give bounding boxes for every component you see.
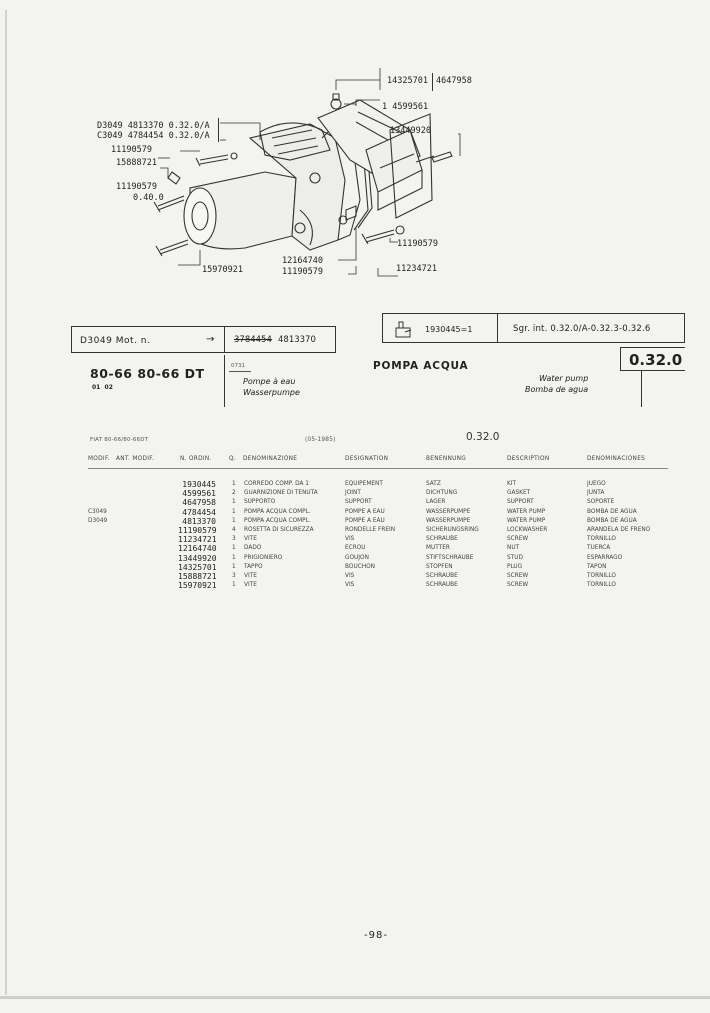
table-row (88, 536, 668, 545)
cell-es: BOMBA DE AGUA (587, 517, 637, 524)
cell-en: SUPPORT (507, 499, 534, 506)
cell-qty: 3 (232, 536, 236, 543)
cell-it: VITE (244, 582, 257, 589)
cell-qty: 1 (232, 582, 236, 589)
col-benennung: BENENNUNG (426, 456, 467, 462)
title-spanish: Bomba de agua (525, 385, 589, 394)
cell-es: TORNILLO (587, 536, 616, 543)
cell-num: 4813370 (182, 516, 216, 526)
model-codes: 01 02 (92, 384, 113, 391)
col-designation: DESIGNATION (345, 456, 389, 462)
new-number: 4813370 (278, 335, 316, 345)
sgr-ref: Sgr. int. 0.32.0/A-0.32.3-0.32.6 (513, 324, 651, 334)
cell-num: 4647958 (182, 498, 216, 508)
callout-screw-right: 11234721 (396, 264, 437, 274)
arrow-icon: → (206, 334, 215, 345)
callout-washer-left-qty: 0.40.0 (133, 193, 164, 203)
cell-en: LOCKWASHER (507, 527, 548, 533)
cell-it: POMPA ACQUA COMPL. (244, 508, 311, 515)
cell-fr: POMPE A EAU (345, 517, 385, 524)
table-row (88, 564, 668, 573)
cell-es: TORNILLO (587, 582, 616, 589)
col-modif: MODIF. (88, 456, 110, 462)
cell-it: GUARNIZIONE DI TENUTA (244, 490, 318, 497)
cell-de: WASSERPUMPE (426, 517, 471, 524)
cell-it: VITE (244, 573, 257, 579)
cell-es: SOPORTE (587, 499, 615, 506)
bottom-edge (0, 996, 710, 999)
cell-num: 13449920 (178, 553, 217, 563)
callout-nut: 12164740 (282, 256, 323, 266)
table-row (88, 518, 668, 527)
page-number: -98- (364, 930, 388, 941)
cell-qty: 2 (232, 490, 236, 497)
cell-it: CORREDO COMP. DA 1 (244, 481, 309, 487)
cell-es: BOMBA DE AGUA (587, 508, 637, 515)
cell-fr: JOINT (345, 490, 361, 497)
section-stub (641, 371, 642, 407)
callout-washer-right: 11190579 (397, 239, 438, 249)
col-denominazione: DENOMINAZIONE (243, 456, 298, 462)
cell-de: SCHRAUBE (426, 582, 458, 589)
col-description: DESCRIPTION (507, 456, 550, 462)
cell-de: LAGER (426, 499, 446, 506)
callout-bracket (432, 73, 433, 91)
table-row (88, 481, 668, 490)
cell-de: SCHRAUBE (426, 573, 458, 579)
code-small: 0731 (231, 363, 245, 369)
cell-it: PRIGIONIERO (244, 554, 283, 561)
cell-modif: D3049 (88, 517, 108, 524)
callout-ref-bracket (218, 118, 219, 142)
cell-en: WATER PUMP (507, 517, 546, 524)
callout-washer-top: 11190579 (111, 145, 152, 155)
cell-de: SICHERUNGSRING (426, 527, 479, 533)
water-pump-drawing (60, 60, 500, 290)
cell-it: SUPPORTO (244, 499, 276, 506)
subheader-section: 0.32.0 (466, 431, 500, 443)
kit-number: 1930445=1 (425, 325, 473, 334)
table-row (88, 490, 668, 499)
cell-de: DICHTUNG (426, 490, 458, 497)
title-english: Water pump (539, 374, 589, 383)
subheader-left: FIAT 80-66/80-66DT (90, 437, 149, 443)
col-qty: Q. (229, 456, 237, 462)
callout-stud: 13449920 (390, 126, 431, 136)
callout-ref-c3049: C3049 4784454 0.32.0/A (97, 131, 210, 141)
table-row (88, 527, 668, 536)
cell-fr: VIS (345, 582, 355, 589)
old-number: 3784454 (234, 335, 272, 345)
callout-plug: 14325701 (387, 76, 428, 86)
table-row (88, 573, 668, 582)
callout-support: 4647958 (436, 76, 472, 86)
table-row (88, 499, 668, 508)
kit-box (382, 313, 685, 343)
cell-num: 1930445 (182, 480, 216, 489)
cell-num: 14325701 (178, 562, 217, 572)
cell-num: 15970921 (178, 581, 217, 591)
cell-en: PLUG (507, 563, 523, 570)
cell-fr: ECROU (345, 545, 366, 552)
binding-margin-line (5, 10, 7, 995)
column-header-rule (88, 468, 668, 469)
cell-qty: 1 (232, 554, 236, 561)
cell-qty: 1 (232, 508, 236, 515)
callout-gasket: 1 4599561 (382, 102, 429, 112)
cell-en: NUT (507, 545, 520, 552)
cell-qty: 4 (232, 527, 236, 533)
cell-es: ESPARRAGO (587, 554, 623, 561)
table-row (88, 509, 668, 518)
cell-num: 15888721 (178, 572, 217, 581)
exploded-diagram (60, 60, 500, 290)
cell-qty: 3 (232, 573, 236, 579)
model-label: 80-66 80-66 DT (90, 366, 205, 381)
table-row (88, 582, 668, 591)
cell-fr: VIS (345, 573, 355, 579)
cell-en: WATER PUMP (507, 508, 546, 515)
cell-en: SCREW (507, 582, 529, 589)
section-number: 0.32.0 (629, 351, 683, 369)
engine-number-divider (224, 327, 225, 353)
cell-en: GASKET (507, 490, 531, 497)
cell-es: JUEGO (587, 481, 606, 487)
callout-screw-top: 15888721 (116, 158, 157, 168)
callout-ref-d3049: D3049 4813370 0.32.0/A (97, 121, 210, 131)
col-n-ordin: N. ORDIN. (180, 456, 212, 462)
cell-it: DADO (244, 545, 262, 552)
cell-num: 4599561 (182, 489, 216, 499)
cell-it: ROSETTA DI SICUREZZA (244, 527, 314, 533)
cell-de: MUTTER (426, 545, 450, 552)
cell-en: STUD (507, 554, 523, 561)
cell-es: ARANDELA DE FRENO (587, 527, 651, 533)
cell-de: STIFTSCHRAUBE (426, 554, 474, 561)
cell-it: TAPPO (244, 563, 263, 570)
title-box (224, 355, 620, 407)
cell-fr: RONDELLE FREIN (345, 527, 396, 533)
cell-num: 4784454 (182, 507, 216, 517)
cell-qty: 1 (232, 481, 236, 487)
title-french: Pompe à eau (243, 377, 296, 386)
cell-en: SCREW (507, 536, 529, 543)
engine-label: D3049 Mot. n. (80, 336, 151, 346)
cell-num: 12164740 (178, 544, 217, 554)
cell-de: SCHRAUBE (426, 536, 458, 543)
cell-es: JUNTA (587, 490, 605, 497)
cell-fr: EQUIPEMENT (345, 481, 383, 487)
cell-it: POMPA ACQUA COMPL. (244, 517, 311, 524)
kit-icon (393, 318, 415, 340)
section-box (620, 347, 685, 371)
table-row (88, 545, 668, 554)
cell-es: TUERCA (587, 545, 611, 552)
cell-de: SATZ (426, 481, 441, 487)
callout-washer-bottom: 11190579 (282, 267, 323, 277)
cell-es: TAPON (587, 563, 607, 570)
page-title: POMPA ACQUA (373, 360, 469, 372)
engine-number-box (71, 326, 336, 353)
cell-fr: BOUCHON (345, 563, 375, 570)
cell-en: SCREW (507, 573, 529, 579)
title-german: Wasserpumpe (243, 388, 300, 397)
table-row (88, 555, 668, 564)
parts-table (88, 481, 668, 593)
callout-washer-left: 11190579 (116, 182, 157, 192)
column-header-row (88, 456, 668, 466)
cell-qty: 1 (232, 563, 236, 570)
cell-de: WASSERPUMPE (426, 508, 471, 515)
cell-de: STOPFEN (426, 563, 453, 570)
subheader-date: (05-1985) (305, 437, 336, 443)
col-denominaciones: DENOMINACIONES (587, 456, 646, 462)
cell-num: 11234721 (178, 535, 217, 545)
cell-es: TORNILLO (587, 573, 616, 579)
col-ant-modif: ANT. MODIF. (116, 456, 155, 462)
cell-qty: 1 (232, 499, 236, 506)
kit-divider (497, 314, 498, 343)
cell-qty: 1 (232, 545, 236, 552)
cell-fr: GOUJON (345, 554, 369, 561)
cell-num: 11190579 (178, 526, 217, 535)
cell-modif: C3049 (88, 508, 107, 515)
cell-fr: SUPPORT (345, 499, 372, 506)
cell-qty: 1 (232, 517, 236, 524)
callout-screw-bottom: 15970921 (202, 265, 243, 275)
cell-it: VITE (244, 536, 257, 543)
code-small-underline (229, 371, 251, 372)
cell-fr: VIS (345, 536, 355, 543)
cell-en: KIT (507, 481, 517, 487)
cell-fr: POMPE A EAU (345, 508, 385, 515)
